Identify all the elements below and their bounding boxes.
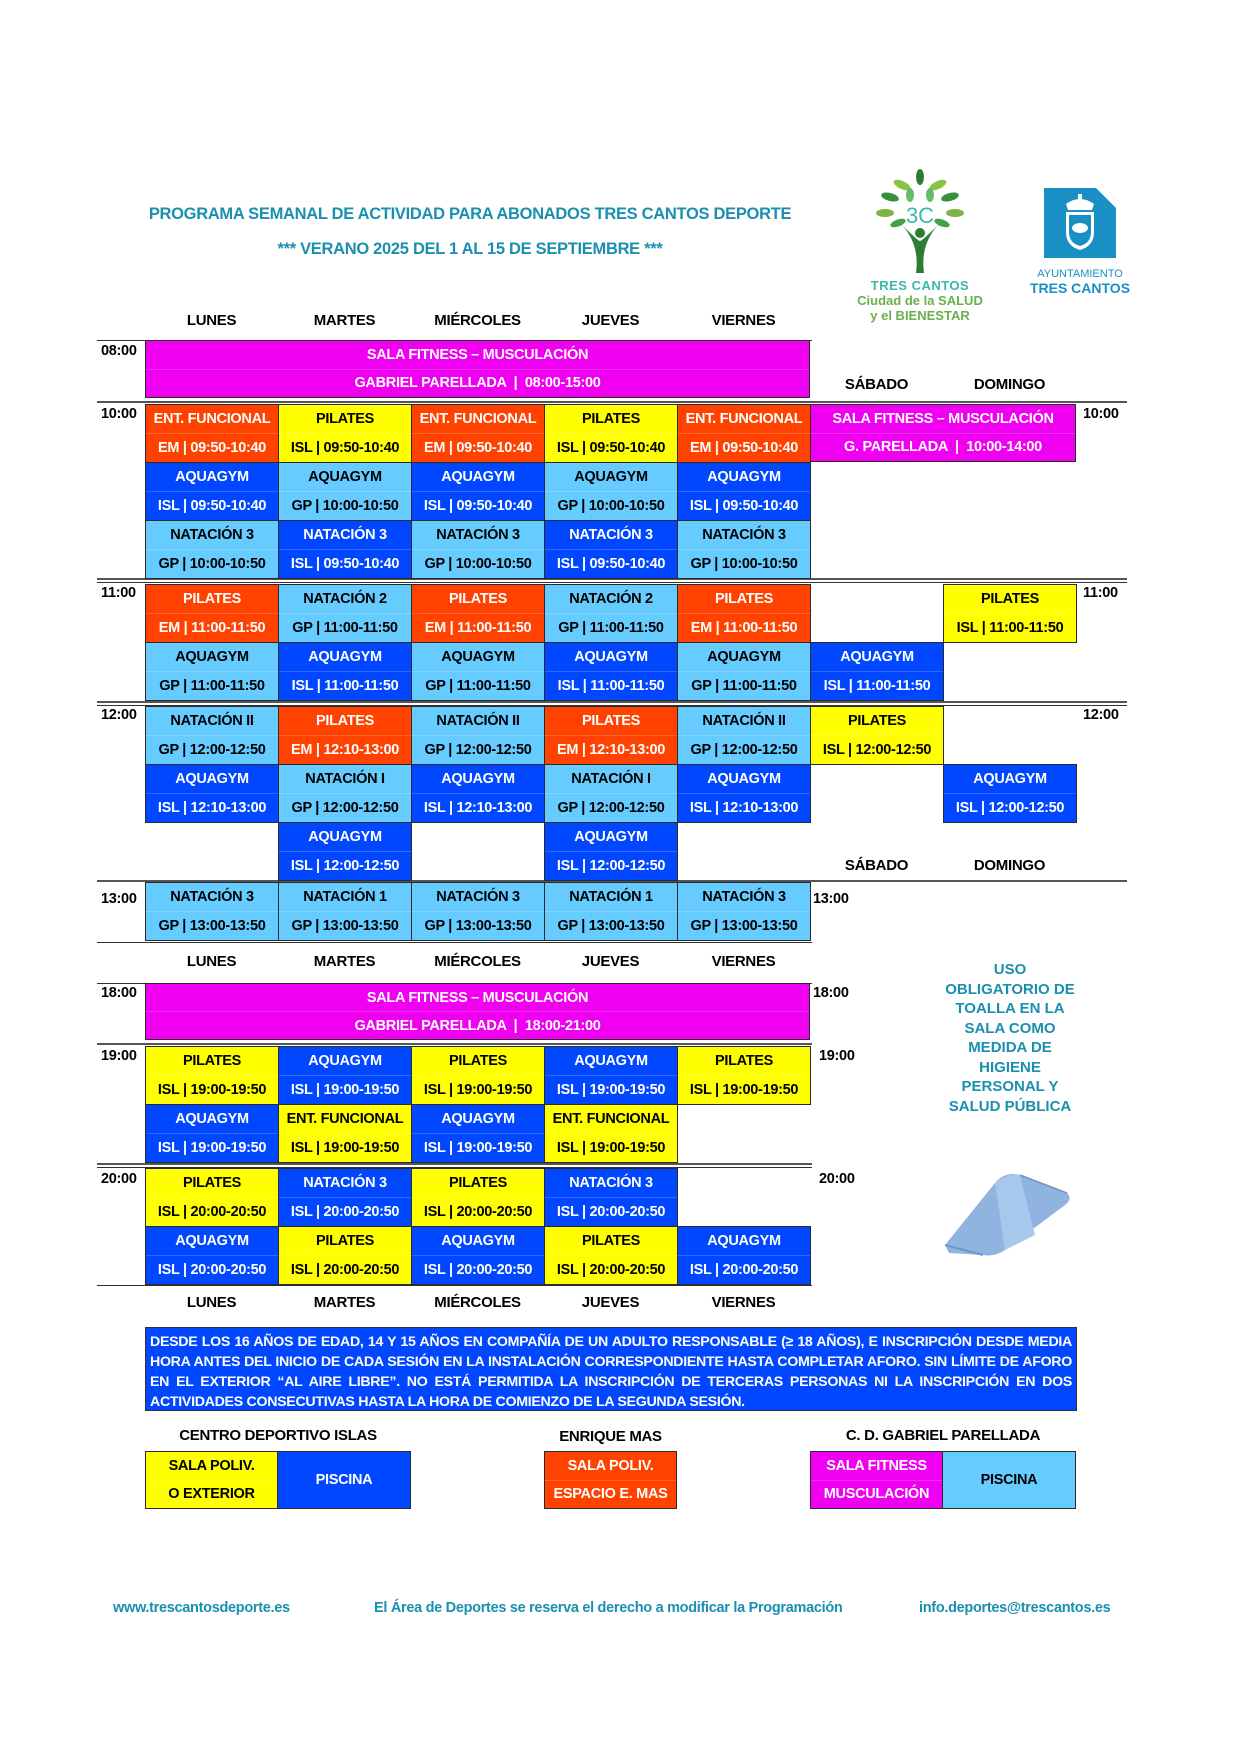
session-detail: GP | 11:00-11:50 [146, 671, 278, 700]
session-activity: ENT. FUNCIONAL [685, 411, 803, 427]
session-activity: NATACIÓN 2 [303, 591, 387, 607]
legend-gp-fitness-line2: MUSCULACIÓN [811, 1480, 942, 1509]
session-cell [278, 1046, 412, 1105]
day-header-lunes-3: LUNES [186, 1294, 237, 1311]
session-activity: AQUAGYM [441, 771, 515, 787]
session-detail: EM | 11:00-11:50 [678, 613, 810, 642]
ayuntamiento-logo [1025, 188, 1135, 298]
session-detail: ISL | 19:00-19:50 [412, 1075, 544, 1104]
session-activity: NATACIÓN II [436, 713, 520, 729]
day-header-jueves-3: JUEVES [581, 1294, 640, 1311]
session-cell [145, 1046, 279, 1105]
session-activity: AQUAGYM [175, 771, 249, 787]
day-header-viernes: VIERNES [711, 312, 776, 329]
session-cell [544, 584, 678, 643]
session-detail: ISL | 19:00-19:50 [146, 1075, 278, 1104]
session-activity: PILATES [315, 411, 375, 427]
session-detail: ISL | 11:00-11:50 [811, 671, 943, 700]
session-cell [943, 584, 1077, 643]
session-activity: NATACIÓN 3 [303, 1175, 387, 1191]
session-cell [145, 462, 279, 521]
session-cell [278, 584, 412, 643]
session-activity: PILATES [847, 713, 907, 729]
session-detail: EM | 11:00-11:50 [412, 613, 544, 642]
session-detail: GP | 13:00-13:50 [545, 911, 677, 940]
session-detail: GP | 13:00-13:50 [412, 911, 544, 940]
day-header-martes-3: MARTES [313, 1294, 376, 1311]
legend-islas-title: CENTRO DEPORTIVO ISLAS [179, 1427, 377, 1444]
session-activity: AQUAGYM [574, 1053, 648, 1069]
session-activity: ENT. FUNCIONAL [552, 1111, 670, 1127]
fitness-evening-block [145, 983, 810, 1040]
session-cell [677, 1226, 811, 1285]
session-detail: EM | 12:10-13:00 [279, 735, 411, 764]
day-header-domingo-2: DOMINGO [973, 857, 1046, 874]
page-subtitle: *** VERANO 2025 DEL 1 AL 15 DE SEPTIEMBRE *** [277, 240, 663, 258]
session-activity: PILATES [448, 1053, 508, 1069]
session-cell [544, 520, 678, 579]
session-activity: PILATES [182, 1175, 242, 1191]
session-cell [544, 1104, 678, 1163]
session-cell [145, 1168, 279, 1227]
logo-right-line1: AYUNTAMIENTO [1037, 268, 1123, 280]
session-detail: EM | 09:50-10:40 [678, 433, 810, 462]
fitness-weekend-detail: G. PARELLADA | 10:00-14:00 [811, 433, 1075, 462]
day-header-martes: MARTES [313, 312, 376, 329]
time-label-1200: 12:00 [101, 707, 137, 723]
session-detail: ISL | 09:50-10:40 [146, 491, 278, 520]
session-detail: ISL | 11:00-11:50 [545, 671, 677, 700]
session-cell [544, 706, 678, 765]
session-cell [411, 520, 545, 579]
session-cell [411, 1104, 545, 1163]
session-activity: AQUAGYM [308, 1053, 382, 1069]
session-cell [145, 706, 279, 765]
session-cell [411, 462, 545, 521]
session-cell [411, 642, 545, 701]
session-cell [145, 520, 279, 579]
time-label-0800: 08:00 [101, 343, 137, 359]
session-cell [145, 404, 279, 463]
session-activity: AQUAGYM [308, 829, 382, 845]
session-activity: AQUAGYM [441, 1111, 515, 1127]
time-label-1800: 18:00 [101, 985, 137, 1001]
fitness-morning-detail: GABRIEL PARELLADA | 08:00-15:00 [146, 369, 809, 398]
session-detail: ISL | 09:50-10:40 [412, 491, 544, 520]
session-cell [544, 462, 678, 521]
legend-gp-piscina-label: PISCINA [980, 1472, 1038, 1488]
session-activity: PILATES [315, 713, 375, 729]
session-cell [411, 404, 545, 463]
session-detail: EM | 09:50-10:40 [412, 433, 544, 462]
session-cell [544, 404, 678, 463]
session-cell [810, 642, 944, 701]
session-detail: ISL | 09:50-10:40 [279, 433, 411, 462]
towel-image [935, 1165, 1075, 1260]
logo-right-line2: TRES CANTOS [1029, 280, 1131, 296]
session-detail: ISL | 19:00-19:50 [412, 1133, 544, 1162]
time-label-2000: 20:00 [101, 1171, 137, 1187]
session-activity: PILATES [182, 591, 242, 607]
fitness-morning-block [145, 340, 810, 398]
session-activity: AQUAGYM [175, 469, 249, 485]
fitness-evening-detail: GABRIEL PARELLADA | 18:00-21:00 [146, 1011, 809, 1039]
legend-gp-piscina [942, 1451, 1076, 1509]
session-activity: NATACIÓN 3 [170, 527, 254, 543]
session-cell [677, 882, 811, 941]
session-detail: ISL | 20:00-20:50 [545, 1255, 677, 1284]
session-cell [145, 764, 279, 823]
session-detail: GP | 10:00-10:50 [545, 491, 677, 520]
session-detail: GP | 10:00-10:50 [146, 549, 278, 578]
day-header-lunes: LUNES [186, 312, 237, 329]
legend-islas-piscina-label: PISCINA [315, 1472, 373, 1488]
day-header-viernes-3: VIERNES [711, 1294, 776, 1311]
fitness-weekend-name: SALA FITNESS – MUSCULACIÓN [832, 410, 1054, 427]
day-header-miercoles-3: MIÉRCOLES [434, 1294, 521, 1311]
day-header-sabado-2: SÁBADO [844, 857, 909, 874]
session-activity: AQUAGYM [441, 469, 515, 485]
session-cell [278, 706, 412, 765]
session-activity: PILATES [581, 411, 641, 427]
session-activity: NATACIÓN 2 [569, 591, 653, 607]
session-detail: GP | 11:00-11:50 [279, 613, 411, 642]
time-label-1100-right: 11:00 [1083, 585, 1118, 601]
session-activity: NATACIÓN I [571, 771, 651, 787]
session-detail: ISL | 09:50-10:40 [678, 491, 810, 520]
session-detail: EM | 12:10-13:00 [545, 735, 677, 764]
session-cell [677, 764, 811, 823]
session-activity: ENT. FUNCIONAL [286, 1111, 404, 1127]
legend-gp-fitness-line1: SALA FITNESS [826, 1457, 927, 1474]
session-detail: ISL | 20:00-20:50 [279, 1197, 411, 1226]
session-activity: AQUAGYM [840, 649, 914, 665]
session-detail: GP | 12:00-12:50 [279, 793, 411, 822]
session-cell [411, 1226, 545, 1285]
email-link[interactable]: info.deportes@trescantos.es [919, 1600, 1111, 1616]
session-detail: ISL | 12:10-13:00 [412, 793, 544, 822]
session-activity: AQUAGYM [973, 771, 1047, 787]
logo-left-line2: Ciudad de la SALUD [857, 293, 983, 308]
session-cell [278, 520, 412, 579]
session-detail: EM | 11:00-11:50 [146, 613, 278, 642]
session-cell [544, 764, 678, 823]
session-detail: GP | 12:00-12:50 [146, 735, 278, 764]
day-header-martes-2: MARTES [313, 953, 376, 970]
session-cell [544, 642, 678, 701]
session-activity: PILATES [315, 1233, 375, 1249]
session-activity: NATACIÓN 3 [702, 527, 786, 543]
towel-icon [935, 1165, 1075, 1260]
session-detail: ISL | 12:00-12:50 [279, 851, 411, 880]
access-rules-notice: DESDE LOS 16 AÑOS DE EDAD, 14 Y 15 AÑOS EN COMPAÑÍA DE UN ADULTO RESPONSABLE (≥ 18 AÑOS), E INSCRIPCIÓN DESDE MEDIA HORA ANTES DEL INICIO DE CADA SESIÓN EN LA INSTALACIÓN CORRESPONDIENTE HASTA COMPLETAR AFORO. SIN LÍMITE DE AFORO EN EL EXTERIOR “AL AIRE LIBRE”. NO ESTÁ PERMITIDA LA INSCRIPCIÓN DE TERCERAS PERSONAS NI LA INSCRIPCIÓN EN DOS ACTIVIDADES CONSECUTIVAS HASTA LA HORA DE COMIENZO DE LA SEGUNDA SESIÓN. [145, 1327, 1077, 1411]
session-detail: ISL | 19:00-19:50 [545, 1133, 677, 1162]
session-cell [278, 1104, 412, 1163]
session-activity: NATACIÓN II [170, 713, 254, 729]
session-activity: PILATES [182, 1053, 242, 1069]
day-header-lunes-2: LUNES [186, 953, 237, 970]
session-cell [677, 584, 811, 643]
session-activity: AQUAGYM [707, 649, 781, 665]
session-detail: ISL | 20:00-20:50 [412, 1197, 544, 1226]
session-detail: ISL | 19:00-19:50 [678, 1075, 810, 1104]
session-activity: AQUAGYM [707, 1233, 781, 1249]
session-activity: AQUAGYM [308, 649, 382, 665]
session-cell [677, 404, 811, 463]
session-detail: ISL | 11:00-11:50 [279, 671, 411, 700]
session-detail: GP | 13:00-13:50 [279, 911, 411, 940]
session-cell [544, 882, 678, 941]
session-cell [544, 1226, 678, 1285]
session-activity: AQUAGYM [574, 829, 648, 845]
session-activity: ENT. FUNCIONAL [419, 411, 537, 427]
time-label-1300: 13:00 [101, 891, 137, 907]
session-detail: GP | 11:00-11:50 [412, 671, 544, 700]
session-cell [145, 1226, 279, 1285]
session-detail: ISL | 20:00-20:50 [279, 1255, 411, 1284]
session-detail: GP | 10:00-10:50 [678, 549, 810, 578]
session-detail: GP | 12:00-12:50 [545, 793, 677, 822]
session-activity: AQUAGYM [441, 649, 515, 665]
legend-em-title: ENRIQUE MAS [559, 1428, 662, 1445]
time-label-1200-right: 12:00 [1083, 707, 1119, 723]
time-label-1900: 19:00 [101, 1048, 137, 1064]
legend-em-sala-line1: SALA POLIV. [567, 1457, 654, 1474]
time-label-1300-right: 13:00 [813, 891, 849, 907]
time-label-1900-right: 19:00 [819, 1048, 855, 1064]
session-activity: NATACIÓN 3 [702, 889, 786, 905]
session-detail: ISL | 19:00-19:50 [545, 1075, 677, 1104]
session-detail: ISL | 19:00-19:50 [146, 1133, 278, 1162]
svg-text:3C: 3C [905, 203, 935, 228]
coat-of-arms-icon [1044, 188, 1116, 258]
session-activity: AQUAGYM [574, 649, 648, 665]
session-cell [278, 1168, 412, 1227]
session-cell [411, 706, 545, 765]
session-activity: PILATES [448, 591, 508, 607]
fitness-weekend-block [810, 404, 1076, 462]
session-detail: ISL | 20:00-20:50 [545, 1197, 677, 1226]
session-activity: NATACIÓN 3 [436, 527, 520, 543]
session-detail: ISL | 20:00-20:50 [678, 1255, 810, 1284]
day-header-jueves-2: JUEVES [581, 953, 640, 970]
day-header-jueves: JUEVES [581, 312, 640, 329]
session-activity: PILATES [581, 713, 641, 729]
time-label-1000: 10:00 [101, 406, 137, 422]
session-cell [677, 462, 811, 521]
day-header-sabado: SÁBADO [844, 376, 909, 393]
session-activity: AQUAGYM [707, 771, 781, 787]
session-detail: ISL | 12:00-12:50 [545, 851, 677, 880]
towel-notice [920, 960, 1100, 1116]
time-label-2000-right: 20:00 [819, 1171, 855, 1187]
day-header-viernes-2: VIERNES [711, 953, 776, 970]
session-activity: AQUAGYM [574, 469, 648, 485]
logo-left-line1: TRES CANTOS [870, 278, 970, 293]
session-cell [278, 764, 412, 823]
session-detail: GP | 13:00-13:50 [678, 911, 810, 940]
session-cell [544, 1046, 678, 1105]
session-detail: GP | 11:00-11:50 [545, 613, 677, 642]
session-activity: NATACIÓN 3 [436, 889, 520, 905]
session-activity: NATACIÓN II [702, 713, 786, 729]
session-detail: GP | 10:00-10:50 [279, 491, 411, 520]
session-detail: ISL | 19:00-19:50 [279, 1133, 411, 1162]
day-header-miercoles-2: MIÉRCOLES [434, 953, 521, 970]
website-link[interactable]: www.trescantosdeporte.es [113, 1600, 290, 1616]
logo-left-line3: y el BIENESTAR [870, 308, 970, 323]
session-cell [145, 882, 279, 941]
session-detail: ISL | 09:50-10:40 [279, 549, 411, 578]
legend-gp-title: C. D. GABRIEL PARELLADA [845, 1427, 1041, 1444]
session-cell [145, 1104, 279, 1163]
session-cell [411, 1046, 545, 1105]
session-activity: PILATES [714, 591, 774, 607]
session-activity: NATACIÓN 1 [303, 889, 387, 905]
legend-em-sala [544, 1451, 677, 1509]
session-detail: ISL | 11:00-11:50 [944, 613, 1076, 642]
session-cell [411, 882, 545, 941]
session-detail: ISL | 12:00-12:50 [811, 735, 943, 764]
session-activity: AQUAGYM [441, 1233, 515, 1249]
fitness-evening-name: SALA FITNESS – MUSCULACIÓN [366, 989, 589, 1006]
session-activity: AQUAGYM [175, 649, 249, 665]
session-activity: PILATES [714, 1053, 774, 1069]
session-activity: AQUAGYM [707, 469, 781, 485]
legend-islas-sala-line2: O EXTERIOR [146, 1480, 277, 1509]
legend-islas-piscina [277, 1451, 411, 1509]
fitness-morning-name: SALA FITNESS – MUSCULACIÓN [366, 346, 589, 363]
session-activity: ENT. FUNCIONAL [153, 411, 271, 427]
session-cell [544, 822, 678, 881]
session-detail: ISL | 12:10-13:00 [146, 793, 278, 822]
session-cell [278, 882, 412, 941]
session-cell [677, 642, 811, 701]
day-header-domingo: DOMINGO [973, 376, 1046, 393]
session-detail: ISL | 09:50-10:40 [545, 433, 677, 462]
session-detail: GP | 13:00-13:50 [146, 911, 278, 940]
session-detail: ISL | 20:00-20:50 [146, 1255, 278, 1284]
session-activity: NATACIÓN I [305, 771, 385, 787]
session-cell [278, 462, 412, 521]
session-cell [677, 706, 811, 765]
session-cell [278, 642, 412, 701]
session-detail: GP | 12:00-12:50 [678, 735, 810, 764]
session-activity: NATACIÓN 1 [569, 889, 653, 905]
session-cell [677, 520, 811, 579]
session-detail: ISL | 20:00-20:50 [146, 1197, 278, 1226]
session-detail: EM | 09:50-10:40 [146, 433, 278, 462]
session-cell [278, 404, 412, 463]
legend-em-sala-line2: ESPACIO E. MAS [545, 1480, 676, 1509]
session-cell [145, 642, 279, 701]
session-detail: ISL | 12:10-13:00 [678, 793, 810, 822]
legend-gp-fitness [810, 1451, 943, 1509]
session-activity: PILATES [980, 591, 1040, 607]
towel-notice-text: USO OBLIGATORIO DE TOALLA EN LA SALA COMO MEDIDA DE HIGIENE PERSONAL Y SALUD PÚBLICA [945, 961, 1075, 1115]
time-label-1100: 11:00 [101, 585, 136, 601]
session-cell [411, 1168, 545, 1227]
session-activity: AQUAGYM [175, 1111, 249, 1127]
session-detail: ISL | 09:50-10:40 [545, 549, 677, 578]
time-label-1800-right: 18:00 [813, 985, 849, 1001]
session-activity: AQUAGYM [175, 1233, 249, 1249]
session-activity: PILATES [581, 1233, 641, 1249]
session-activity: NATACIÓN 3 [569, 1175, 653, 1191]
session-detail: ISL | 19:00-19:50 [279, 1075, 411, 1104]
day-header-miercoles: MIÉRCOLES [434, 312, 521, 329]
session-cell [278, 1226, 412, 1285]
session-cell [810, 706, 944, 765]
page-title: PROGRAMA SEMANAL DE ACTIVIDAD PARA ABONADOS TRES CANTOS DEPORTE [148, 205, 792, 223]
legend-islas-sala-line1: SALA POLIV. [168, 1457, 255, 1474]
session-cell [943, 764, 1077, 823]
footer-disclaimer: El Área de Deportes se reserva el derecho a modificar la Programación [374, 1600, 843, 1616]
session-activity: PILATES [448, 1175, 508, 1191]
session-cell [278, 822, 412, 881]
session-cell [411, 584, 545, 643]
tree-icon [840, 165, 1000, 275]
session-activity: AQUAGYM [308, 469, 382, 485]
ciudad-salud-logo [840, 165, 1000, 323]
session-detail: GP | 12:00-12:50 [412, 735, 544, 764]
time-label-1000-right: 10:00 [1083, 406, 1119, 422]
session-detail: ISL | 20:00-20:50 [412, 1255, 544, 1284]
session-cell [677, 1046, 811, 1105]
session-cell [544, 1168, 678, 1227]
session-activity: NATACIÓN 3 [303, 527, 387, 543]
session-cell [411, 764, 545, 823]
session-activity: NATACIÓN 3 [569, 527, 653, 543]
session-detail: GP | 11:00-11:50 [678, 671, 810, 700]
session-cell [145, 584, 279, 643]
session-activity: NATACIÓN 3 [170, 889, 254, 905]
session-detail: ISL | 12:00-12:50 [944, 793, 1076, 822]
session-detail: GP | 10:00-10:50 [412, 549, 544, 578]
legend-islas-sala [145, 1451, 278, 1509]
